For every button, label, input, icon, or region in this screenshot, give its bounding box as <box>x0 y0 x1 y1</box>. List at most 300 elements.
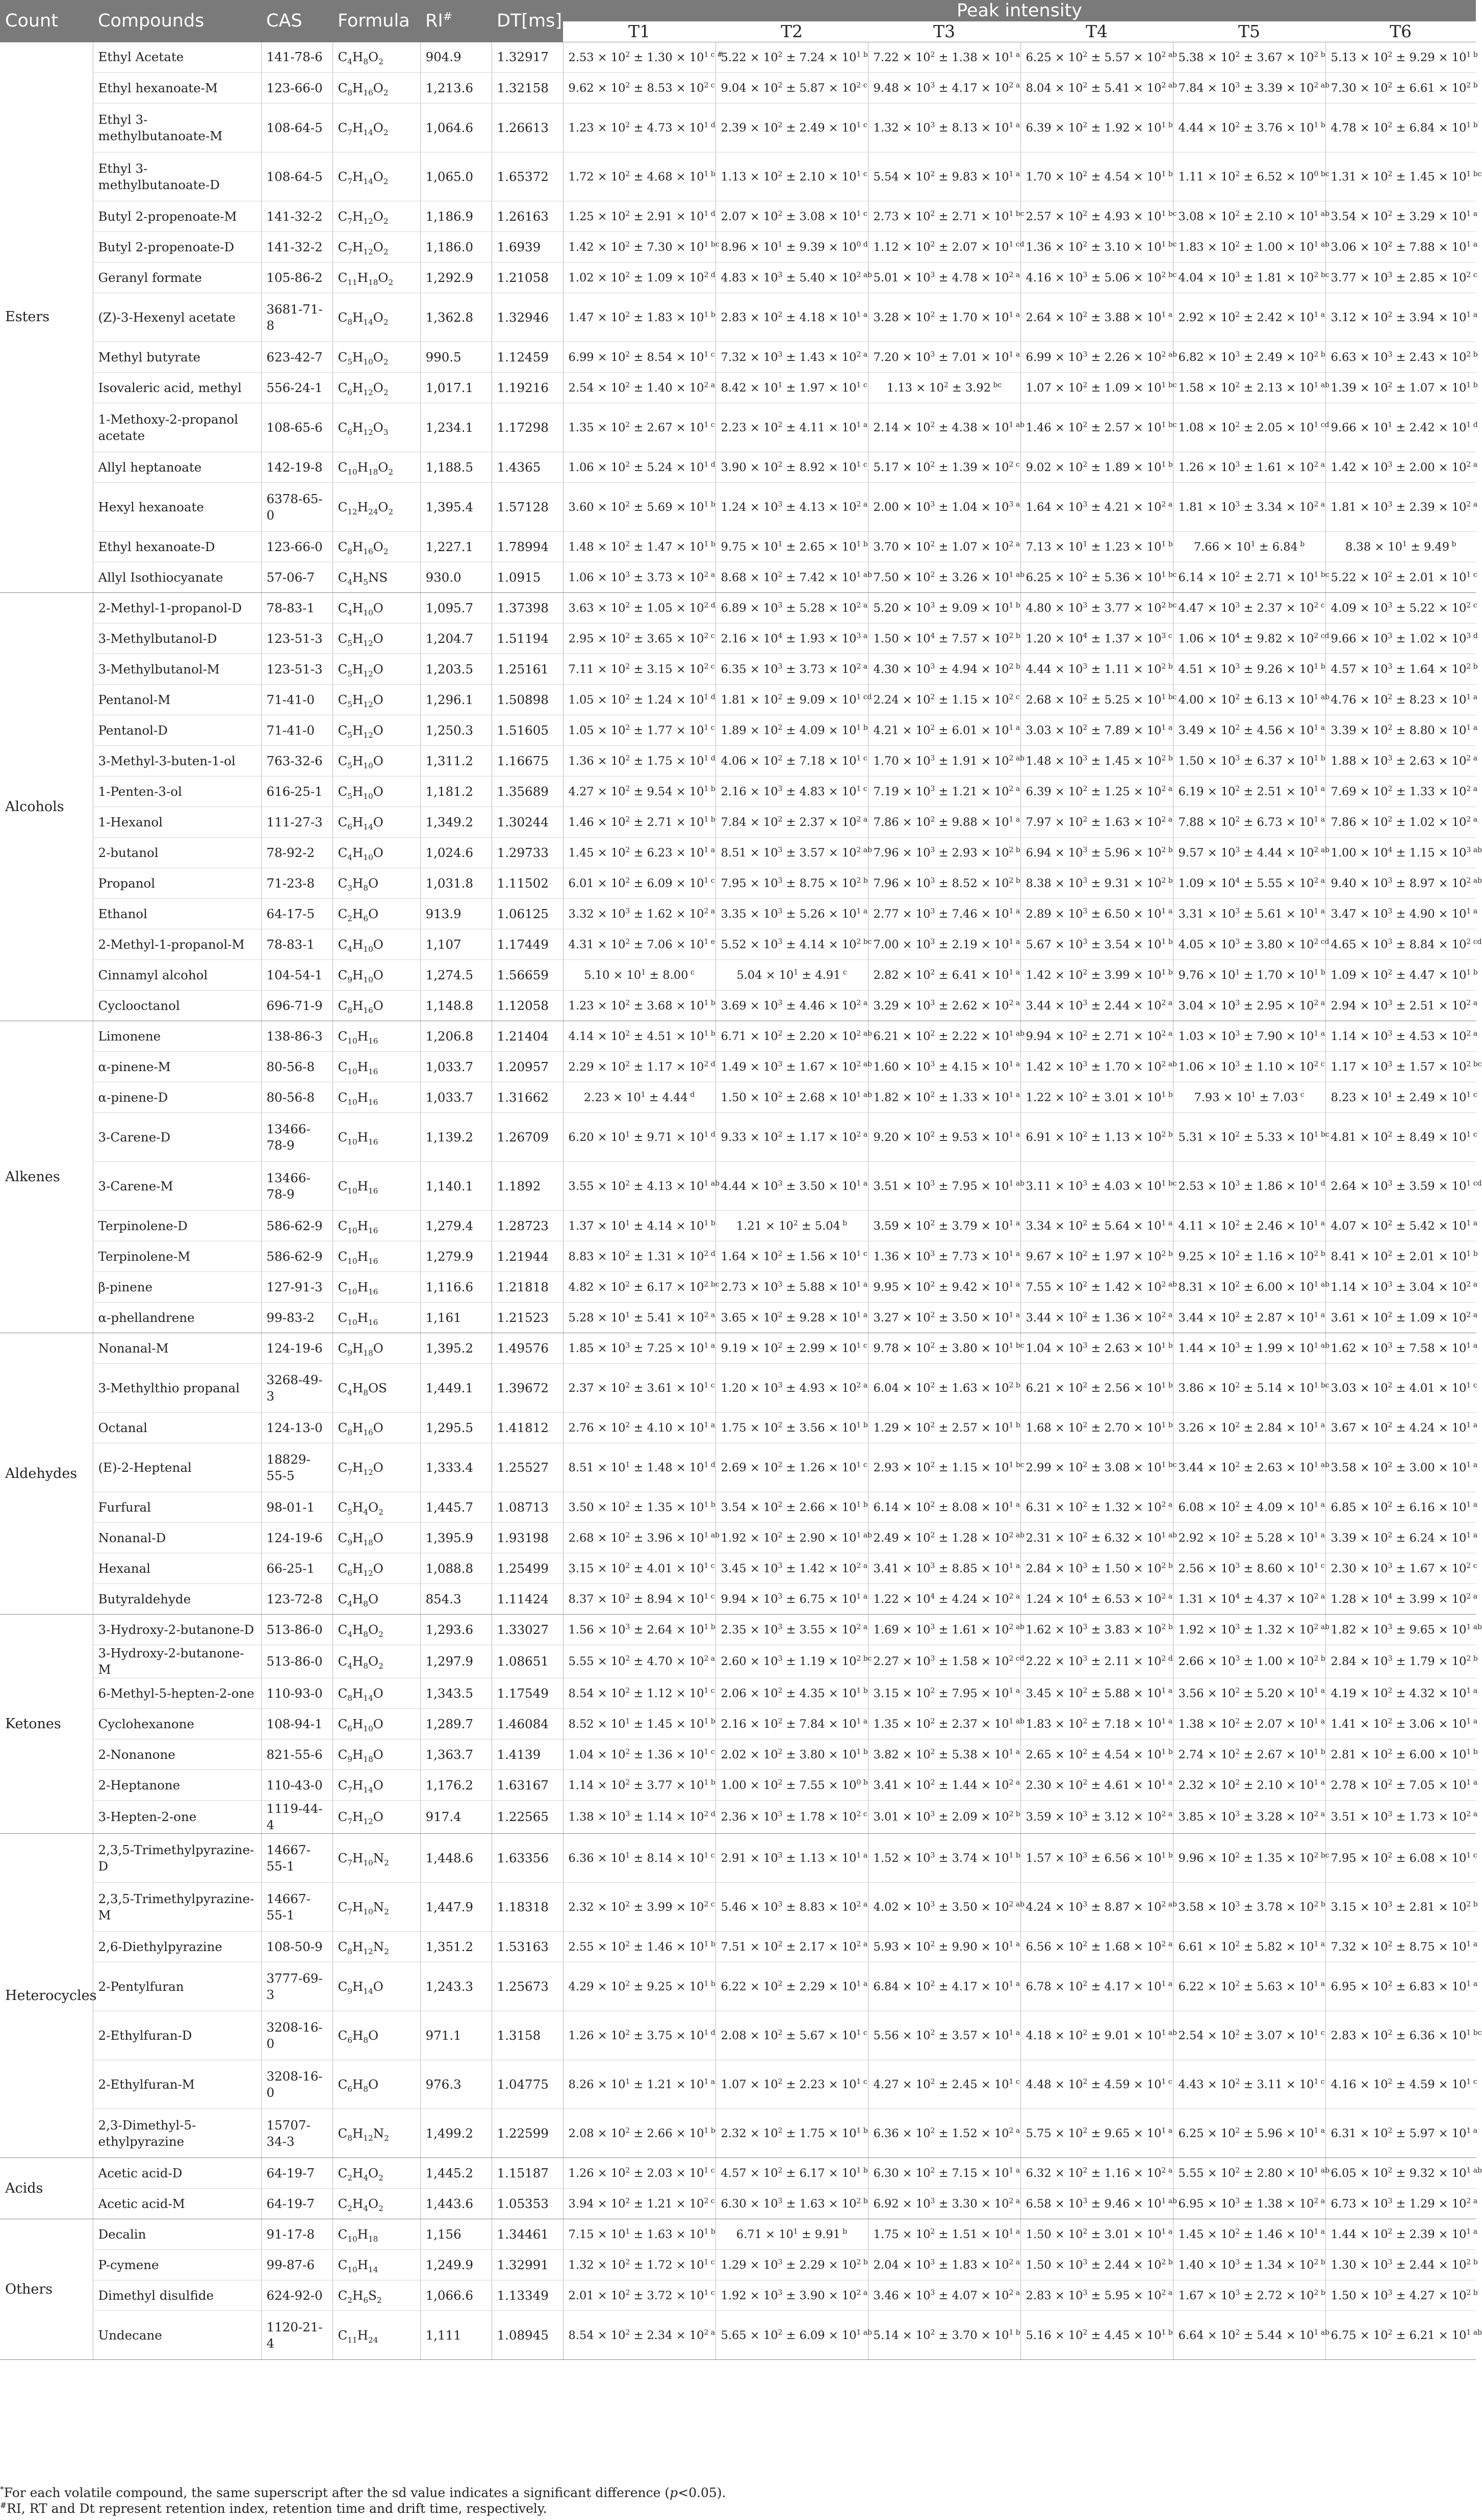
peak-intensity-t6: 4.09 × 103 ± 5.22 × 102 c <box>1325 593 1476 623</box>
peak-intensity-t5: 1.40 × 103 ± 1.34 × 102 b <box>1173 2250 1325 2280</box>
peak-intensity-t1: 3.60 × 102 ± 5.69 × 101 b <box>563 483 716 532</box>
retention-index: 1,031.8 <box>420 868 492 899</box>
peak-intensity-t6: 1.14 × 103 ± 3.04 × 102 a <box>1325 1272 1476 1303</box>
peak-intensity-t4: 8.38 × 103 ± 9.31 × 102 b <box>1020 868 1173 899</box>
compound-name: 2,3,5-Trimethylpyrazine-D <box>93 1834 261 1883</box>
peak-intensity-t3: 2.49 × 102 ± 1.28 × 102 ab <box>868 1523 1020 1553</box>
peak-intensity-t4: 1.70 × 102 ± 4.54 × 101 b <box>1020 152 1173 201</box>
drift-time: 1.32158 <box>492 73 563 103</box>
cas-number: 821-55-6 <box>261 1739 333 1770</box>
peak-intensity-t6: 1.17 × 103 ± 1.57 × 102 bc <box>1325 1052 1476 1082</box>
drift-time: 1.6939 <box>492 232 563 263</box>
peak-intensity-t5: 2.32 × 102 ± 2.10 × 101 a <box>1173 1770 1325 1801</box>
cas-number: 3777-69-3 <box>261 1962 333 2011</box>
retention-index: 1,033.7 <box>420 1082 492 1113</box>
formula: C2H6S2 <box>333 2280 420 2311</box>
peak-intensity-t2: 3.45 × 103 ± 1.42 × 102 a <box>716 1553 868 1584</box>
formula: C7H12O2 <box>333 201 420 232</box>
peak-intensity-t5: 4.44 × 102 ± 3.76 × 101 b <box>1173 103 1325 152</box>
compound-name: P-cymene <box>93 2250 261 2280</box>
peak-intensity-t6: 1.28 × 104 ± 3.99 × 102 a <box>1325 1584 1476 1615</box>
peak-intensity-t2: 2.35 × 103 ± 3.55 × 102 a <box>716 1615 868 1645</box>
peak-intensity-t3: 2.00 × 103 ± 1.04 × 103 a <box>868 483 1020 532</box>
table-row <box>0 1962 1476 2011</box>
cas-number: 763-32-6 <box>261 746 333 776</box>
retention-index: 930.0 <box>420 562 492 593</box>
peak-intensity-t6: 1.41 × 102 ± 3.06 × 101 a <box>1325 1709 1476 1739</box>
retention-index: 1,292.9 <box>420 263 492 293</box>
retention-index: 1,250.3 <box>420 715 492 746</box>
retention-index: 1,064.6 <box>420 103 492 152</box>
peak-intensity-t5: 7.93 × 101 ± 7.03 c <box>1173 1082 1325 1113</box>
peak-intensity-t1: 2.68 × 102 ± 3.96 × 101 ab <box>563 1523 716 1553</box>
compound-name: 1-Penten-3-ol <box>93 776 261 807</box>
peak-intensity-t5: 4.43 × 102 ± 3.11 × 101 c <box>1173 2060 1325 2109</box>
cas-number: 108-65-6 <box>261 403 333 452</box>
drift-time: 1.15187 <box>492 2158 563 2189</box>
table-row <box>0 293 1476 342</box>
peak-intensity-t4: 2.99 × 102 ± 3.08 × 101 bc <box>1020 1443 1173 1492</box>
peak-intensity-t4: 1.22 × 102 ± 3.01 × 101 b <box>1020 1082 1173 1113</box>
peak-intensity-t6: 4.57 × 103 ± 1.64 × 102 b <box>1325 654 1476 685</box>
peak-intensity-t2: 6.35 × 103 ± 3.73 × 102 a <box>716 654 868 685</box>
peak-intensity-t3: 9.78 × 102 ± 3.80 × 101 bc <box>868 1333 1020 1364</box>
retention-index: 990.5 <box>420 342 492 373</box>
peak-intensity-t1: 1.06 × 102 ± 5.24 × 101 d <box>563 452 716 483</box>
peak-intensity-t3: 5.56 × 102 ± 3.57 × 101 a <box>868 2011 1020 2060</box>
formula: C4H8O2 <box>333 1645 420 1678</box>
cas-number: 108-50-9 <box>261 1932 333 1962</box>
table-row <box>0 201 1476 232</box>
cas-number: 127-91-3 <box>261 1272 333 1303</box>
peak-intensity-t5: 4.51 × 103 ± 9.26 × 101 b <box>1173 654 1325 685</box>
peak-intensity-t2: 1.92 × 102 ± 2.90 × 101 ab <box>716 1523 868 1553</box>
peak-intensity-t4: 6.58 × 103 ± 9.46 × 101 ab <box>1020 2189 1173 2219</box>
compound-name: 3-Methylthio propanal <box>93 1364 261 1413</box>
table-row <box>0 263 1476 293</box>
peak-intensity-t3: 5.54 × 102 ± 9.83 × 101 a <box>868 152 1020 201</box>
compound-name: 2-Methyl-1-propanol-M <box>93 929 261 960</box>
table-row <box>0 1364 1476 1413</box>
table-row <box>0 73 1476 103</box>
peak-intensity-t3: 3.41 × 103 ± 8.85 × 101 a <box>868 1553 1020 1584</box>
compound-name: 3-Methylbutanol-M <box>93 654 261 685</box>
header-ri: RI# <box>420 0 492 42</box>
peak-intensity-t1: 6.01 × 102 ± 6.09 × 101 c <box>563 868 716 899</box>
peak-intensity-t2: 2.16 × 104 ± 1.93 × 103 a <box>716 623 868 654</box>
retention-index: 1,139.2 <box>420 1113 492 1162</box>
peak-intensity-t6: 2.83 × 102 ± 6.36 × 101 bc <box>1325 2011 1476 2060</box>
cas-number: 71-41-0 <box>261 685 333 715</box>
table-row <box>0 1584 1476 1615</box>
table-row <box>0 103 1476 152</box>
cas-number: 14667-55-1 <box>261 1883 333 1932</box>
cas-number: 108-64-5 <box>261 152 333 201</box>
retention-index: 854.3 <box>420 1584 492 1615</box>
retention-index: 1,362.8 <box>420 293 492 342</box>
formula: C7H10N2 <box>333 1834 420 1883</box>
peak-intensity-t6: 4.19 × 102 ± 4.32 × 101 a <box>1325 1678 1476 1709</box>
peak-intensity-t4: 1.42 × 102 ± 3.99 × 101 b <box>1020 960 1173 991</box>
peak-intensity-t3: 1.13 × 102 ± 3.92 bc <box>868 373 1020 403</box>
compound-name: Limonene <box>93 1021 261 1052</box>
peak-intensity-t5: 6.08 × 102 ± 4.09 × 101 a <box>1173 1492 1325 1523</box>
peak-intensity-t4: 1.20 × 104 ± 1.37 × 103 c <box>1020 623 1173 654</box>
peak-intensity-t2: 2.83 × 102 ± 4.18 × 101 a <box>716 293 868 342</box>
peak-intensity-t3: 9.95 × 102 ± 9.42 × 101 a <box>868 1272 1020 1303</box>
peak-intensity-t3: 6.84 × 102 ± 4.17 × 101 a <box>868 1962 1020 2011</box>
table-row <box>0 42 1476 73</box>
peak-intensity-t5: 5.55 × 102 ± 2.80 × 101 ab <box>1173 2158 1325 2189</box>
peak-intensity-t6: 3.15 × 103 ± 2.81 × 102 b <box>1325 1883 1476 1932</box>
peak-intensity-t2: 2.07 × 102 ± 3.08 × 101 c <box>716 201 868 232</box>
drift-time: 1.63356 <box>492 1834 563 1883</box>
peak-intensity-t1: 2.76 × 102 ± 4.10 × 101 a <box>563 1413 716 1443</box>
drift-time: 1.17298 <box>492 403 563 452</box>
formula: C6H10O <box>333 1709 420 1739</box>
peak-intensity-t4: 4.16 × 103 ± 5.06 × 102 bc <box>1020 263 1173 293</box>
drift-time: 1.11502 <box>492 868 563 899</box>
peak-intensity-t4: 2.22 × 103 ± 2.11 × 102 d <box>1020 1645 1173 1678</box>
cas-number: 513-86-0 <box>261 1645 333 1678</box>
table-row <box>0 654 1476 685</box>
retention-index: 1,116.6 <box>420 1272 492 1303</box>
peak-intensity-t1: 2.08 × 102 ± 2.66 × 101 b <box>563 2109 716 2158</box>
compound-name: 2-Ethylfuran-D <box>93 2011 261 2060</box>
drift-time: 1.0915 <box>492 562 563 593</box>
retention-index: 1,234.1 <box>420 403 492 452</box>
formula: C8H16O2 <box>333 73 420 103</box>
peak-intensity-t1: 4.14 × 102 ± 4.51 × 101 b <box>563 1021 716 1052</box>
formula: C10H14 <box>333 2250 420 2280</box>
peak-intensity-t3: 3.29 × 103 ± 2.62 × 102 a <box>868 991 1020 1021</box>
compound-name: 3-Methylbutanol-D <box>93 623 261 654</box>
peak-intensity-t2: 2.60 × 103 ± 1.19 × 102 bc <box>716 1645 868 1678</box>
retention-index: 1,295.5 <box>420 1413 492 1443</box>
peak-intensity-t5: 9.76 × 101 ± 1.70 × 101 b <box>1173 960 1325 991</box>
peak-intensity-t3: 3.59 × 102 ± 3.79 × 101 a <box>868 1211 1020 1241</box>
peak-intensity-t5: 1.31 × 104 ± 4.37 × 102 a <box>1173 1584 1325 1615</box>
peak-intensity-t2: 3.69 × 103 ± 4.46 × 102 a <box>716 991 868 1021</box>
peak-intensity-t5: 1.83 × 102 ± 1.00 × 101 ab <box>1173 232 1325 263</box>
table-row <box>0 2109 1476 2158</box>
peak-intensity-t4: 6.94 × 103 ± 5.96 × 102 b <box>1020 838 1173 868</box>
peak-intensity-t2: 1.29 × 103 ± 2.29 × 102 b <box>716 2250 868 2280</box>
peak-intensity-t6: 1.31 × 102 ± 1.45 × 101 bc <box>1325 152 1476 201</box>
retention-index: 1,443.6 <box>420 2189 492 2219</box>
table-row <box>0 1113 1476 1162</box>
drift-time: 1.21404 <box>492 1021 563 1052</box>
peak-intensity-t4: 3.44 × 103 ± 2.44 × 102 a <box>1020 991 1173 1021</box>
peak-intensity-t3: 2.14 × 102 ± 4.38 × 101 ab <box>868 403 1020 452</box>
peak-intensity-t1: 3.15 × 102 ± 4.01 × 101 c <box>563 1553 716 1584</box>
cas-number: 110-93-0 <box>261 1678 333 1709</box>
retention-index: 1,445.7 <box>420 1492 492 1523</box>
cas-number: 556-24-1 <box>261 373 333 403</box>
drift-time: 1.3158 <box>492 2011 563 2060</box>
compound-name: 2-Ethylfuran-M <box>93 2060 261 2109</box>
retention-index: 1,447.9 <box>420 1883 492 1932</box>
compound-name: 2,6-Diethylpyrazine <box>93 1932 261 1962</box>
drift-time: 1.05353 <box>492 2189 563 2219</box>
compound-name: Geranyl formate <box>93 263 261 293</box>
peak-intensity-t3: 3.15 × 102 ± 7.95 × 101 a <box>868 1678 1020 1709</box>
compound-name: 3-Hepten-2-one <box>93 1801 261 1834</box>
peak-intensity-t2: 5.65 × 102 ± 6.09 × 101 ab <box>716 2311 868 2360</box>
peak-intensity-t5: 1.92 × 103 ± 1.32 × 102 ab <box>1173 1615 1325 1645</box>
peak-intensity-t4: 5.67 × 103 ± 3.54 × 101 b <box>1020 929 1173 960</box>
drift-time: 1.32946 <box>492 293 563 342</box>
compound-name: Hexyl hexanoate <box>93 483 261 532</box>
peak-intensity-t1: 3.50 × 102 ± 1.35 × 101 b <box>563 1492 716 1523</box>
table-row <box>0 1162 1476 1211</box>
peak-intensity-t5: 3.31 × 103 ± 5.61 × 101 a <box>1173 899 1325 929</box>
peak-intensity-t1: 4.31 × 102 ± 7.06 × 101 e <box>563 929 716 960</box>
formula: C4H10O <box>333 593 420 623</box>
compound-name: Methyl butyrate <box>93 342 261 373</box>
peak-intensity-t2: 4.83 × 103 ± 5.40 × 102 ab <box>716 263 868 293</box>
peak-intensity-t3: 5.93 × 102 ± 9.90 × 101 a <box>868 1932 1020 1962</box>
cas-number: 513-86-0 <box>261 1615 333 1645</box>
peak-intensity-t2: 2.32 × 102 ± 1.75 × 101 b <box>716 2109 868 2158</box>
drift-time: 1.1892 <box>492 1162 563 1211</box>
table-row <box>0 1678 1476 1709</box>
peak-intensity-t1: 1.14 × 102 ± 3.77 × 101 b <box>563 1770 716 1801</box>
footnote-significance: *For each volatile compound, the same superscript after the sd value indicates a significant difference (p<0.05). <box>0 2485 726 2500</box>
peak-intensity-t5: 6.25 × 102 ± 5.96 × 101 a <box>1173 2109 1325 2158</box>
compound-name: 2,3,5-Trimethylpyrazine-M <box>93 1883 261 1932</box>
peak-intensity-t5: 4.00 × 102 ± 6.13 × 101 ab <box>1173 685 1325 715</box>
compound-name: Octanal <box>93 1413 261 1443</box>
peak-intensity-t6: 9.66 × 101 ± 2.42 × 101 d <box>1325 403 1476 452</box>
drift-time: 1.51194 <box>492 623 563 654</box>
peak-intensity-t3: 3.46 × 103 ± 4.07 × 102 a <box>868 2280 1020 2311</box>
peak-intensity-t5: 3.26 × 102 ± 2.84 × 101 a <box>1173 1413 1325 1443</box>
table-body <box>0 42 1482 2360</box>
peak-intensity-t5: 7.88 × 102 ± 6.73 × 101 a <box>1173 807 1325 838</box>
cas-number: 64-19-7 <box>261 2189 333 2219</box>
peak-intensity-t1: 3.63 × 102 ± 1.05 × 102 d <box>563 593 716 623</box>
peak-intensity-t2: 4.06 × 102 ± 7.18 × 101 c <box>716 746 868 776</box>
peak-intensity-t5: 3.44 × 102 ± 2.63 × 101 ab <box>1173 1443 1325 1492</box>
peak-intensity-t1: 1.47 × 102 ± 1.83 × 101 b <box>563 293 716 342</box>
compound-name: Ethanol <box>93 899 261 929</box>
retention-index: 1,445.2 <box>420 2158 492 2189</box>
peak-intensity-t6: 1.81 × 103 ± 2.39 × 102 a <box>1325 483 1476 532</box>
peak-intensity-t1: 1.37 × 101 ± 4.14 × 101 b <box>563 1211 716 1241</box>
formula: C6H8O <box>333 2011 420 2060</box>
peak-intensity-t2: 2.08 × 102 ± 5.67 × 101 c <box>716 2011 868 2060</box>
peak-intensity-t5: 6.19 × 102 ± 2.51 × 101 a <box>1173 776 1325 807</box>
retention-index: 1,449.1 <box>420 1364 492 1413</box>
peak-intensity-t1: 6.20 × 101 ± 9.71 × 101 d <box>563 1113 716 1162</box>
table-row <box>0 2060 1476 2109</box>
peak-intensity-t5: 2.74 × 102 ± 2.67 × 101 b <box>1173 1739 1325 1770</box>
peak-intensity-t5: 3.44 × 102 ± 2.87 × 101 a <box>1173 1303 1325 1333</box>
peak-intensity-t2: 3.54 × 102 ± 2.66 × 101 b <box>716 1492 868 1523</box>
table-row <box>0 746 1476 776</box>
formula: C6H12O2 <box>333 373 420 403</box>
table-row <box>0 1272 1476 1303</box>
compound-name: Propanol <box>93 868 261 899</box>
peak-intensity-t4: 3.34 × 102 ± 5.64 × 101 a <box>1020 1211 1173 1241</box>
peak-intensity-t6: 3.77 × 103 ± 2.85 × 102 c <box>1325 263 1476 293</box>
compound-name: Undecane <box>93 2311 261 2360</box>
compound-name: Ethyl 3-methylbutanoate-D <box>93 152 261 201</box>
formula: C4H8O2 <box>333 1615 420 1645</box>
peak-intensity-t2: 2.91 × 103 ± 1.13 × 101 a <box>716 1834 868 1883</box>
formula: C8H12N2 <box>333 1932 420 1962</box>
peak-intensity-t4: 9.02 × 102 ± 1.89 × 101 b <box>1020 452 1173 483</box>
peak-intensity-t5: 6.64 × 102 ± 5.44 × 101 ab <box>1173 2311 1325 2360</box>
peak-intensity-t4: 9.94 × 102 ± 2.71 × 102 a <box>1020 1021 1173 1052</box>
peak-intensity-t6: 1.44 × 102 ± 2.39 × 101 a <box>1325 2219 1476 2250</box>
drift-time: 1.17449 <box>492 929 563 960</box>
compound-name: α-pinene-D <box>93 1082 261 1113</box>
peak-intensity-t6: 4.78 × 102 ± 6.84 × 101 b <box>1325 103 1476 152</box>
retention-index: 1,279.4 <box>420 1211 492 1241</box>
table-row <box>0 1615 1476 1645</box>
peak-intensity-t6: 7.32 × 102 ± 8.75 × 101 a <box>1325 1932 1476 1962</box>
peak-intensity-t1: 1.05 × 102 ± 1.77 × 101 c <box>563 715 716 746</box>
peak-intensity-t1: 2.23 × 101 ± 4.44 d <box>563 1082 716 1113</box>
retention-index: 1,333.4 <box>420 1443 492 1492</box>
compound-name: Ethyl Acetate <box>93 42 261 73</box>
peak-intensity-t6: 3.67 × 102 ± 4.24 × 101 a <box>1325 1413 1476 1443</box>
peak-intensity-t6: 2.84 × 103 ± 1.79 × 102 b <box>1325 1645 1476 1678</box>
cas-number: 123-51-3 <box>261 654 333 685</box>
drift-time: 1.08651 <box>492 1645 563 1678</box>
retention-index: 1,289.7 <box>420 1709 492 1739</box>
peak-intensity-t4: 4.44 × 103 ± 1.11 × 102 b <box>1020 654 1173 685</box>
peak-intensity-t5: 1.58 × 102 ± 2.13 × 101 ab <box>1173 373 1325 403</box>
category-ketones: Ketones <box>0 1615 93 1834</box>
formula: C12H24O2 <box>333 483 420 532</box>
peak-intensity-t1: 5.55 × 102 ± 4.70 × 102 a <box>563 1645 716 1678</box>
compound-name: 2-Heptanone <box>93 1770 261 1801</box>
formula: C2H4O2 <box>333 2158 420 2189</box>
peak-intensity-t3: 1.22 × 104 ± 4.24 × 102 a <box>868 1584 1020 1615</box>
peak-intensity-t6: 3.39 × 102 ± 6.24 × 101 a <box>1325 1523 1476 1553</box>
peak-intensity-t3: 3.01 × 103 ± 2.09 × 102 b <box>868 1801 1020 1834</box>
peak-intensity-t4: 7.55 × 102 ± 1.42 × 102 ab <box>1020 1272 1173 1303</box>
cas-number: 623-42-7 <box>261 342 333 373</box>
formula: C5H12O <box>333 654 420 685</box>
peak-intensity-t6: 5.13 × 102 ± 9.29 × 101 b <box>1325 42 1476 73</box>
drift-time: 1.41812 <box>492 1413 563 1443</box>
cas-number: 624-92-0 <box>261 2280 333 2311</box>
retention-index: 1,066.6 <box>420 2280 492 2311</box>
peak-intensity-t4: 4.80 × 103 ± 3.77 × 102 bc <box>1020 593 1173 623</box>
table-row <box>0 562 1476 593</box>
formula: C4H8O <box>333 1584 420 1615</box>
peak-intensity-t4: 2.65 × 102 ± 4.54 × 101 b <box>1020 1739 1173 1770</box>
peak-intensity-t3: 2.27 × 103 ± 1.58 × 102 cd <box>868 1645 1020 1678</box>
formula: C10H18O2 <box>333 452 420 483</box>
peak-intensity-t4: 5.16 × 102 ± 4.45 × 101 b <box>1020 2311 1173 2360</box>
peak-intensity-t1: 1.72 × 102 ± 4.68 × 101 b <box>563 152 716 201</box>
table-row <box>0 685 1476 715</box>
formula: C4H10O <box>333 838 420 868</box>
compound-name: 2,3-Dimethyl-5-ethylpyrazine <box>93 2109 261 2158</box>
retention-index: 1,297.9 <box>420 1645 492 1678</box>
peak-intensity-t6: 4.07 × 102 ± 5.42 × 101 a <box>1325 1211 1476 1241</box>
peak-intensity-t6: 6.05 × 102 ± 9.32 × 101 ab <box>1325 2158 1476 2189</box>
peak-intensity-t2: 2.73 × 103 ± 5.88 × 101 a <box>716 1272 868 1303</box>
retention-index: 904.9 <box>420 42 492 73</box>
peak-intensity-t2: 1.20 × 103 ± 4.93 × 102 a <box>716 1364 868 1413</box>
cas-number: 104-54-1 <box>261 960 333 991</box>
formula: C10H16 <box>333 1211 420 1241</box>
peak-intensity-t1: 1.26 × 102 ± 3.75 × 101 d <box>563 2011 716 2060</box>
table-row <box>0 1523 1476 1553</box>
peak-intensity-t6: 1.42 × 103 ± 2.00 × 102 a <box>1325 452 1476 483</box>
table-row <box>0 623 1476 654</box>
formula: C2H4O2 <box>333 2189 420 2219</box>
peak-intensity-t3: 1.50 × 104 ± 7.57 × 102 b <box>868 623 1020 654</box>
formula: C10H16 <box>333 1241 420 1272</box>
peak-intensity-t3: 7.20 × 103 ± 7.01 × 101 a <box>868 342 1020 373</box>
peak-intensity-t2: 3.90 × 102 ± 8.92 × 101 c <box>716 452 868 483</box>
retention-index: 1,095.7 <box>420 593 492 623</box>
drift-time: 1.29733 <box>492 838 563 868</box>
cas-number: 142-19-8 <box>261 452 333 483</box>
cas-number: 105-86-2 <box>261 263 333 293</box>
peak-intensity-t6: 9.40 × 103 ± 8.97 × 102 ab <box>1325 868 1476 899</box>
peak-intensity-t1: 1.26 × 102 ± 2.03 × 101 c <box>563 2158 716 2189</box>
category-others: Others <box>0 2219 93 2360</box>
drift-time: 1.25527 <box>492 1443 563 1492</box>
retention-index: 1,213.6 <box>420 73 492 103</box>
cas-number: 71-41-0 <box>261 715 333 746</box>
compound-name: 3-Hydroxy-2-butanone-D <box>93 1615 261 1645</box>
compound-name: 6-Methyl-5-hepten-2-one <box>93 1678 261 1709</box>
header-t2: T2 <box>716 21 868 42</box>
header-peak-intensity: Peak intensity <box>563 0 1476 21</box>
formula: C10H18 <box>333 2219 420 2250</box>
peak-intensity-t5: 1.50 × 103 ± 6.37 × 101 b <box>1173 746 1325 776</box>
peak-intensity-t4: 1.57 × 103 ± 6.56 × 101 b <box>1020 1834 1173 1883</box>
compound-name: Hexanal <box>93 1553 261 1584</box>
formula: C11H24 <box>333 2311 420 2360</box>
peak-intensity-t5: 1.26 × 103 ± 1.61 × 102 a <box>1173 452 1325 483</box>
drift-time: 1.93198 <box>492 1523 563 1553</box>
table-row <box>0 929 1476 960</box>
peak-intensity-t6: 1.14 × 103 ± 4.53 × 102 a <box>1325 1021 1476 1052</box>
peak-intensity-t4: 2.30 × 102 ± 4.61 × 101 a <box>1020 1770 1173 1801</box>
drift-time: 1.21818 <box>492 1272 563 1303</box>
header-compounds: Compounds <box>93 0 261 42</box>
peak-intensity-t6: 6.85 × 102 ± 6.16 × 101 a <box>1325 1492 1476 1523</box>
retention-index: 1,296.1 <box>420 685 492 715</box>
cas-number: 71-23-8 <box>261 868 333 899</box>
peak-intensity-t3: 4.21 × 102 ± 6.01 × 101 a <box>868 715 1020 746</box>
peak-intensity-t2: 5.04 × 101 ± 4.91 c <box>716 960 868 991</box>
peak-intensity-t5: 3.85 × 103 ± 3.28 × 102 a <box>1173 1801 1325 1834</box>
compound-name: β-pinene <box>93 1272 261 1303</box>
drift-time: 1.78994 <box>492 532 563 562</box>
peak-intensity-t5: 1.06 × 103 ± 1.10 × 102 c <box>1173 1052 1325 1082</box>
drift-time: 1.26613 <box>492 103 563 152</box>
drift-time: 1.56659 <box>492 960 563 991</box>
table-row <box>0 776 1476 807</box>
peak-intensity-t4: 6.39 × 102 ± 1.92 × 101 b <box>1020 103 1173 152</box>
table-row <box>0 342 1476 373</box>
cas-number: 138-86-3 <box>261 1021 333 1052</box>
peak-intensity-t4: 6.25 × 102 ± 5.57 × 102 ab <box>1020 42 1173 73</box>
formula: C10H16 <box>333 1272 420 1303</box>
drift-time: 1.26163 <box>492 201 563 232</box>
